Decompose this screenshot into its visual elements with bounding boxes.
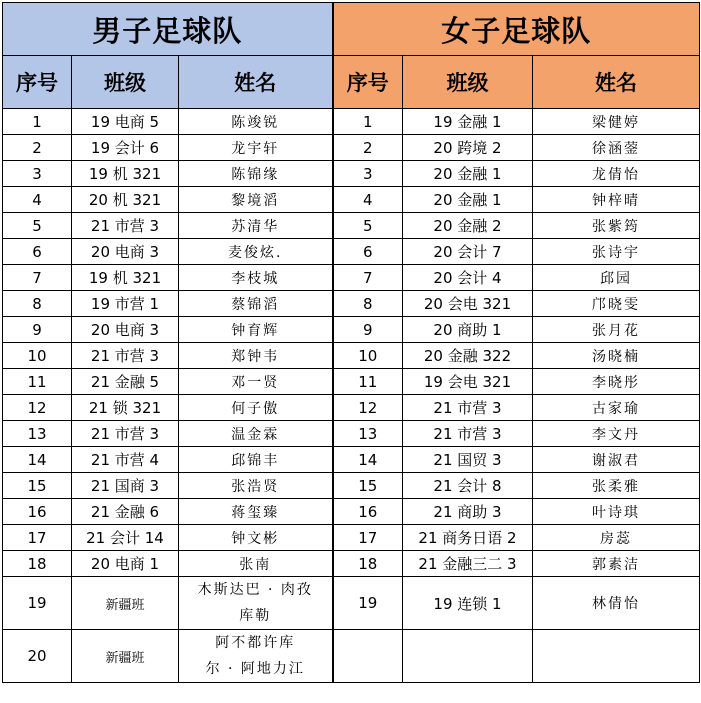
men-row-name-line-2: 库勒 — [239, 608, 272, 624]
men-row-class: 19 机 321 — [72, 265, 179, 291]
men-row-name: 苏清华 — [179, 213, 333, 239]
women-row-class: 21 金融三二 3 — [403, 551, 533, 577]
table-row — [3, 499, 700, 525]
men-row-no: 13 — [3, 421, 72, 447]
women-row-name: 钟梓晴 — [533, 187, 700, 213]
men-row-name: 张南 — [179, 551, 333, 577]
table-row — [3, 369, 700, 395]
women-row-name: 古家瑜 — [533, 395, 700, 421]
women-row-class: 19 金融 1 — [403, 109, 533, 135]
men-row-class: 20 电商 3 — [72, 317, 179, 343]
women-row-empty — [533, 630, 700, 683]
table-row — [3, 577, 700, 630]
women-row-no: 3 — [333, 161, 403, 187]
men-row-no: 9 — [3, 317, 72, 343]
women-row-name: 邝晓雯 — [533, 291, 700, 317]
women-row-class: 20 会计 7 — [403, 239, 533, 265]
roster-body — [3, 3, 700, 683]
women-row-class: 20 会电 321 — [403, 291, 533, 317]
roster-sheet — [2, 2, 699, 701]
women-row-class: 20 金融 1 — [403, 161, 533, 187]
men-row-class: 19 电商 5 — [72, 109, 179, 135]
men-row-class: 21 锁 321 — [72, 395, 179, 421]
men-row-name: 邱锦丰 — [179, 447, 333, 473]
men-row-no: 19 — [3, 577, 72, 630]
men-row-no: 4 — [3, 187, 72, 213]
men-header-class: 班级 — [72, 56, 179, 109]
women-row-no: 4 — [333, 187, 403, 213]
men-row-name: 陈竣锐 — [179, 109, 333, 135]
table-row — [3, 473, 700, 499]
men-row-name: 蒋玺臻 — [179, 499, 333, 525]
women-row-no: 6 — [333, 239, 403, 265]
men-row-no: 11 — [3, 369, 72, 395]
men-row-no: 17 — [3, 525, 72, 551]
women-row-class: 21 商务日语 2 — [403, 525, 533, 551]
women-row-no: 11 — [333, 369, 403, 395]
women-row-class: 21 会计 8 — [403, 473, 533, 499]
women-row-no: 16 — [333, 499, 403, 525]
men-row-name: 张浩贤 — [179, 473, 333, 499]
women-row-no: 5 — [333, 213, 403, 239]
men-row-class: 20 电商 3 — [72, 239, 179, 265]
women-row-class: 20 会计 4 — [403, 265, 533, 291]
women-row-empty — [333, 630, 403, 683]
men-row-name: 钟育辉 — [179, 317, 333, 343]
men-row-name: 郑钟韦 — [179, 343, 333, 369]
men-row-name: 蔡锦滔 — [179, 291, 333, 317]
table-row — [3, 551, 700, 577]
women-row-name: 张月花 — [533, 317, 700, 343]
women-row-name: 汤晓楠 — [533, 343, 700, 369]
men-row-name: 钟文彬 — [179, 525, 333, 551]
women-row-name: 李晓彤 — [533, 369, 700, 395]
women-row-empty — [403, 630, 533, 683]
women-row-no: 1 — [333, 109, 403, 135]
men-row-class: 21 金融 6 — [72, 499, 179, 525]
women-header-name: 姓名 — [533, 56, 700, 109]
women-row-class: 21 商助 3 — [403, 499, 533, 525]
men-row-class: 19 市营 1 — [72, 291, 179, 317]
women-row-no: 18 — [333, 551, 403, 577]
men-row-class: 21 市营 3 — [72, 213, 179, 239]
women-row-name: 邱园 — [533, 265, 700, 291]
men-row-no: 14 — [3, 447, 72, 473]
men-row-class: 19 机 321 — [72, 161, 179, 187]
women-row-no: 19 — [333, 577, 403, 630]
men-row-no: 2 — [3, 135, 72, 161]
men-row-no: 10 — [3, 343, 72, 369]
women-row-name: 梁健婷 — [533, 109, 700, 135]
men-row-name: 何子傲 — [179, 395, 333, 421]
women-row-class: 21 市营 3 — [403, 395, 533, 421]
table-row — [3, 291, 700, 317]
men-row-name — [179, 630, 333, 683]
table-row — [3, 135, 700, 161]
roster-table — [2, 2, 700, 683]
men-row-name: 邓一贤 — [179, 369, 333, 395]
women-row-class: 21 国贸 3 — [403, 447, 533, 473]
men-row-name — [179, 577, 333, 630]
table-row — [3, 343, 700, 369]
men-row-class: 21 会计 14 — [72, 525, 179, 551]
men-row-no: 18 — [3, 551, 72, 577]
men-row-class: 20 电商 1 — [72, 551, 179, 577]
men-row-class: 21 市营 3 — [72, 421, 179, 447]
women-row-no: 14 — [333, 447, 403, 473]
table-row — [3, 187, 700, 213]
women-row-name: 李文丹 — [533, 421, 700, 447]
women-row-name: 张柔雅 — [533, 473, 700, 499]
men-row-name: 陈锦缘 — [179, 161, 333, 187]
women-row-class: 20 商助 1 — [403, 317, 533, 343]
table-row — [3, 447, 700, 473]
men-row-class: 20 机 321 — [72, 187, 179, 213]
men-row-no: 16 — [3, 499, 72, 525]
table-row — [3, 239, 700, 265]
women-row-name: 郭素洁 — [533, 551, 700, 577]
women-row-class: 20 金融 2 — [403, 213, 533, 239]
men-row-name-line-1: 阿不都许库 — [215, 635, 296, 651]
women-row-name: 张诗宇 — [533, 239, 700, 265]
women-row-name: 叶诗琪 — [533, 499, 700, 525]
men-row-name: 李枝城 — [179, 265, 333, 291]
table-row — [3, 421, 700, 447]
women-header-class: 班级 — [403, 56, 533, 109]
men-row-no: 6 — [3, 239, 72, 265]
table-row — [3, 161, 700, 187]
women-row-no: 17 — [333, 525, 403, 551]
women-row-no: 15 — [333, 473, 403, 499]
men-row-no: 7 — [3, 265, 72, 291]
table-row — [3, 109, 700, 135]
table-row — [3, 395, 700, 421]
men-row-no: 1 — [3, 109, 72, 135]
women-row-no: 12 — [333, 395, 403, 421]
men-team-title: 男子足球队 — [3, 3, 333, 56]
men-row-no: 15 — [3, 473, 72, 499]
men-header-name: 姓名 — [179, 56, 333, 109]
men-row-class: 新疆班 — [72, 577, 179, 630]
men-row-class: 21 国商 3 — [72, 473, 179, 499]
women-row-class: 20 跨境 2 — [403, 135, 533, 161]
women-row-name: 徐涵蓥 — [533, 135, 700, 161]
women-row-no: 7 — [333, 265, 403, 291]
men-row-class: 21 市营 4 — [72, 447, 179, 473]
women-row-no: 2 — [333, 135, 403, 161]
table-row — [3, 630, 700, 683]
table-row — [3, 213, 700, 239]
women-row-name: 张紫筠 — [533, 213, 700, 239]
men-row-name: 麦俊炫. — [179, 239, 333, 265]
women-row-class: 19 会电 321 — [403, 369, 533, 395]
men-row-no: 20 — [3, 630, 72, 683]
men-row-name: 温金霖 — [179, 421, 333, 447]
men-row-class: 19 会计 6 — [72, 135, 179, 161]
men-row-name-line-1: 木斯达巴 · 肉孜 — [197, 582, 313, 598]
women-row-class: 20 金融 322 — [403, 343, 533, 369]
men-header-no: 序号 — [3, 56, 72, 109]
women-row-name: 龙倩怡 — [533, 161, 700, 187]
women-row-class: 20 金融 1 — [403, 187, 533, 213]
table-row — [3, 317, 700, 343]
women-team-title: 女子足球队 — [333, 3, 700, 56]
table-row — [3, 265, 700, 291]
women-row-name: 林倩怡 — [533, 577, 700, 630]
men-row-no: 5 — [3, 213, 72, 239]
women-row-no: 13 — [333, 421, 403, 447]
men-row-no: 3 — [3, 161, 72, 187]
men-row-name: 龙宇轩 — [179, 135, 333, 161]
women-row-name: 房蕊 — [533, 525, 700, 551]
men-row-name-line-2: 尔 · 阿地力江 — [205, 661, 305, 677]
men-row-name: 黎境滔 — [179, 187, 333, 213]
men-row-class: 新疆班 — [72, 630, 179, 683]
men-row-no: 12 — [3, 395, 72, 421]
table-row — [3, 525, 700, 551]
women-header-no: 序号 — [333, 56, 403, 109]
women-row-class: 21 市营 3 — [403, 421, 533, 447]
women-row-no: 8 — [333, 291, 403, 317]
women-row-name: 谢淑君 — [533, 447, 700, 473]
women-row-class: 19 连锁 1 — [403, 577, 533, 630]
men-row-no: 8 — [3, 291, 72, 317]
men-row-class: 21 市营 3 — [72, 343, 179, 369]
women-row-no: 10 — [333, 343, 403, 369]
men-row-class: 21 金融 5 — [72, 369, 179, 395]
women-row-no: 9 — [333, 317, 403, 343]
